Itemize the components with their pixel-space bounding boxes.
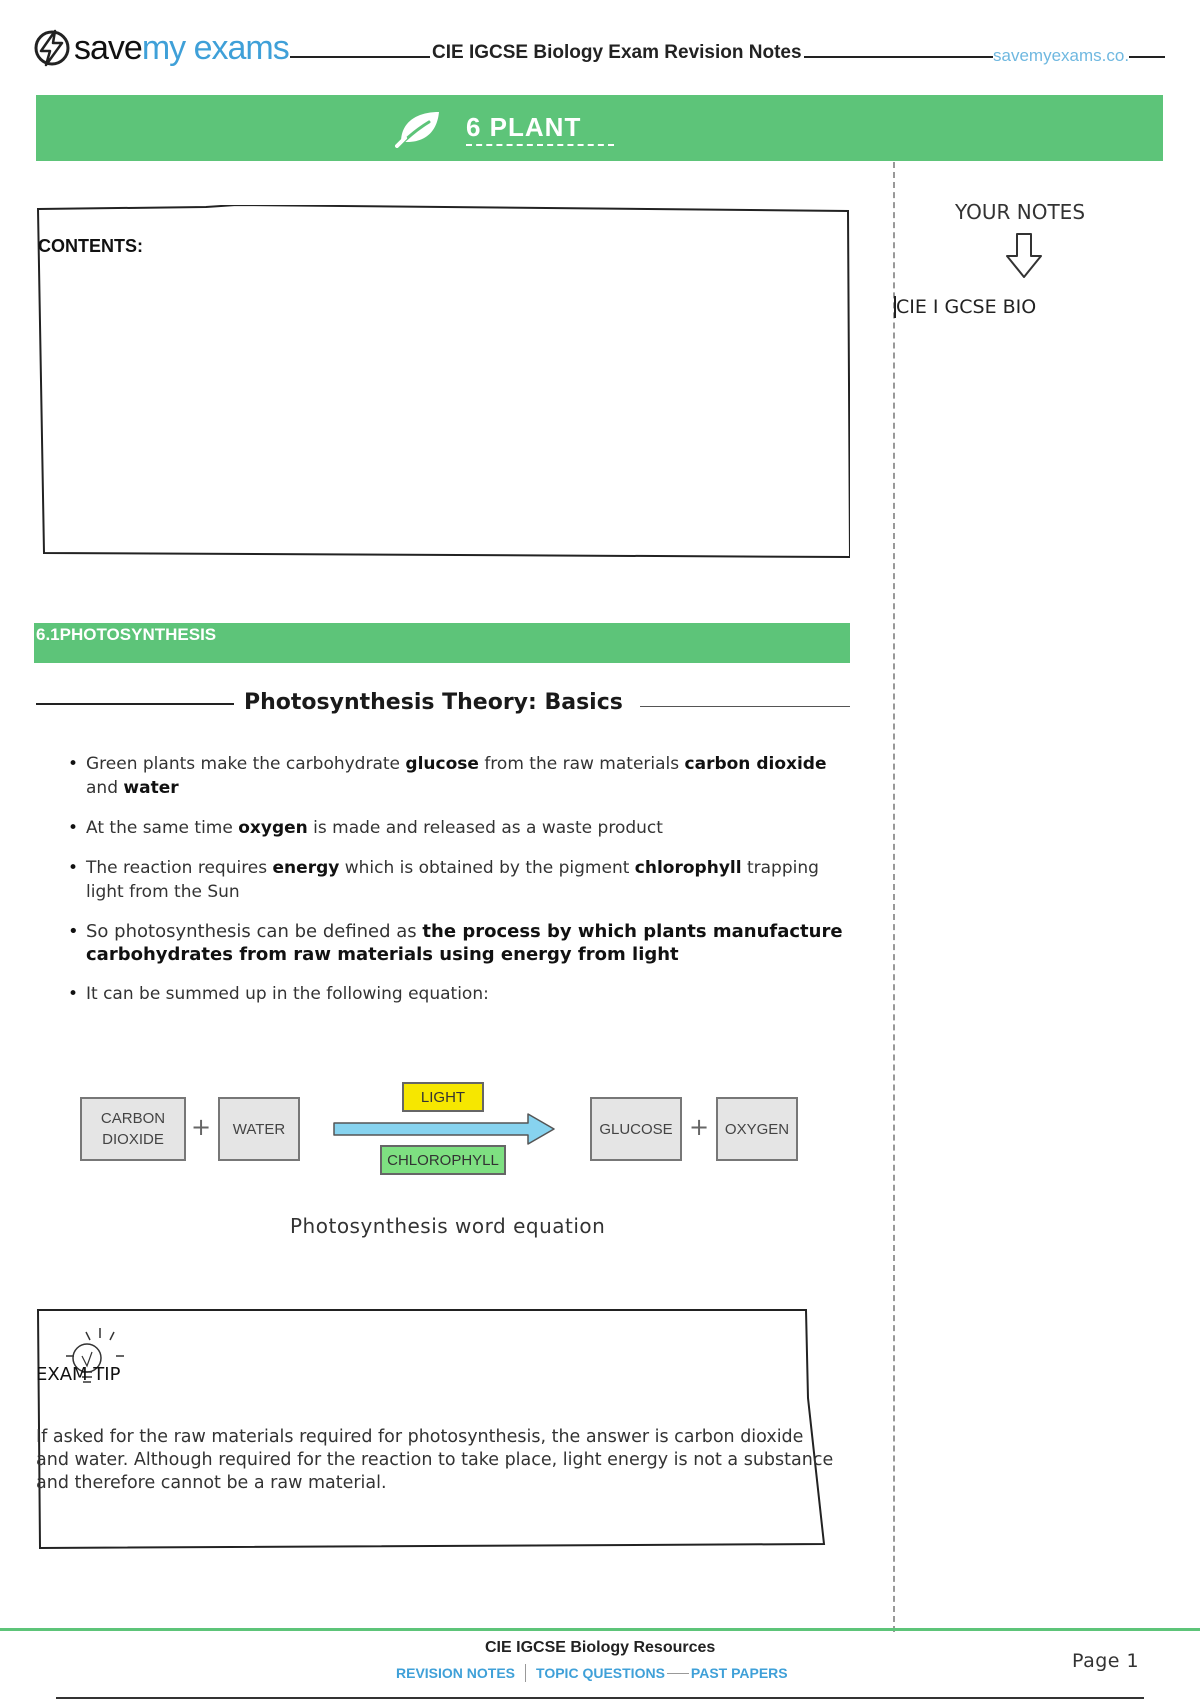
exam-tip-text: If asked for the raw materials required for photosynthesis, the answer is carbon dioxide and water. Although required for the reaction to take place, light energy is not a substance and therefore cannot be a raw material. (36, 1427, 834, 1493)
reactant1-label: CARBON DIOXIDE (100, 1110, 166, 1148)
contents-box (36, 205, 850, 561)
equation-plus: + (191, 1113, 212, 1141)
bullet-text: So photosynthesis can be defined as (86, 921, 423, 942)
equation-reactant-carbon-dioxide (80, 1097, 186, 1161)
section-title: 6.1PHOTOSYNTHESIS (36, 625, 217, 644)
arrow-down-icon (1004, 232, 1044, 280)
bullet-item (64, 982, 854, 1006)
lightning-logo-icon (32, 28, 72, 68)
logo (32, 28, 289, 68)
chapter-title-underline (466, 144, 614, 146)
equation-arrow (332, 1111, 558, 1147)
logo-save-text: save (74, 28, 142, 67)
chapter-title: 6 PLANT (466, 112, 582, 142)
footer-link-past-papers[interactable]: PAST PAPERS (690, 1665, 788, 1681)
bullet-bold-term: carbon dioxide (684, 754, 827, 774)
bullet-text: is made and released as a waste product (307, 818, 663, 838)
footer-rule (0, 1628, 1200, 1631)
bullet-text: and (86, 778, 124, 798)
leaf-icon (395, 108, 443, 148)
bullet-text: The reaction requires (86, 858, 273, 878)
heading-rule-right (640, 706, 850, 707)
topic-heading: Photosynthesis Theory: Basics (244, 690, 623, 715)
bullet-text: which is obtained by the pigment (339, 858, 635, 878)
bullet-bold-term: chlorophyll (634, 858, 742, 878)
footer-title: CIE IGCSE Biology Resources (485, 1639, 716, 1656)
bullet-bold-term: the process by which plants manufacture carbohydrates from raw materials using energy from light (86, 921, 843, 965)
lightbulb-icon (60, 1326, 130, 1398)
bullet-list (64, 752, 854, 1022)
bullet-bold-term: glucose (405, 754, 479, 774)
bullet-text: Green plants make the carbohydrate (86, 754, 406, 774)
bullet-bold-term: oxygen (238, 818, 308, 838)
equation-product-oxygen: OXYGEN (716, 1097, 798, 1161)
footer-dash (667, 1673, 689, 1674)
heading-rule-left (36, 703, 234, 705)
bullet-item (64, 920, 854, 966)
footer-link-topic-questions[interactable]: TOPIC QUESTIONS (536, 1665, 665, 1681)
bullet-text: trapping light from the Sun (86, 858, 819, 902)
equation-caption: Photosynthesis word equation (290, 1214, 606, 1238)
equation-plus-2: + (689, 1113, 710, 1141)
footer-separator (525, 1664, 526, 1682)
equation-product-glucose: GLUCOSE (590, 1097, 682, 1161)
chapter-banner (36, 95, 1163, 161)
bullet-item (64, 856, 854, 904)
equation-condition-chlorophyll: CHLOROPHYLL (380, 1145, 506, 1175)
equation-reactant-water: WATER (218, 1097, 300, 1161)
bullet-text: It can be summed up in the following equation: (86, 984, 489, 1004)
header-title: CIE IGCSE Biology Exam Revision Notes (432, 42, 802, 63)
bullet-text: At the same time (86, 818, 239, 838)
notes-divider (893, 162, 895, 1632)
notes-text[interactable]: CIE I GCSE BIO (896, 296, 1037, 318)
footer-link-revision-notes[interactable]: REVISION NOTES (396, 1665, 516, 1681)
page-number: Page 1 (1072, 1650, 1140, 1672)
exam-tip-label: EXAM TIP (36, 1364, 121, 1385)
bottom-rule (56, 1697, 1144, 1699)
logo-myexams-text: my exams (141, 28, 289, 67)
bullet-text: from the raw materials (478, 754, 685, 774)
footer-links (396, 1664, 788, 1682)
bullet-item (64, 752, 854, 800)
header-url-link[interactable]: savemyexams.co. (993, 46, 1130, 65)
your-notes-label: YOUR NOTES (955, 200, 1086, 224)
equation-condition-light: LIGHT (402, 1082, 484, 1112)
bullet-bold-term: energy (272, 858, 340, 878)
bullet-item (64, 816, 854, 840)
contents-label: CONTENTS: (38, 236, 143, 256)
bullet-bold-term: water (123, 778, 179, 798)
